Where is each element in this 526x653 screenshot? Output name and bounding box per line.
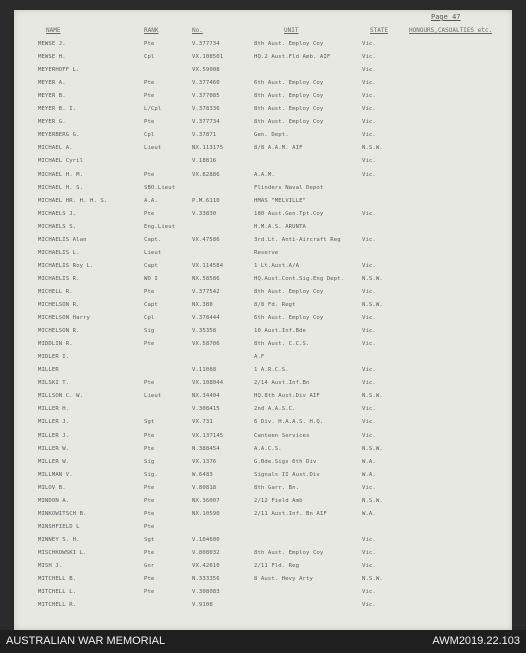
cell-name: MIDDLIN R.: [38, 341, 73, 348]
cell-rank: Pte: [144, 497, 155, 504]
cell-no: W.6483: [192, 471, 213, 478]
table-row: [14, 523, 512, 533]
cell-name: MICHELL R.: [38, 288, 73, 295]
cell-name: MICHAEL Cyril: [38, 158, 84, 165]
cell-name: MEYER A.: [38, 80, 66, 87]
document-page: [14, 10, 512, 630]
cell-rank: Pte: [144, 510, 155, 517]
cell-no: V.378336: [192, 106, 220, 113]
cell-state: Vic.: [362, 93, 376, 100]
cell-no: N.333356: [192, 576, 220, 583]
cell-state: Vic.: [362, 41, 376, 47]
cell-rank: Lieut: [144, 393, 162, 400]
cell-rank: Capt: [144, 302, 158, 308]
cell-rank: Pte: [144, 341, 155, 348]
cell-state: Vic.: [362, 328, 376, 335]
cell-no: V.18816: [192, 158, 217, 165]
footer-reference: AWM2019.22.103: [432, 635, 520, 647]
cell-no: VX.42610: [192, 563, 220, 569]
cell-name: MICHELSON R.: [38, 302, 80, 308]
cell-state: N.S.W.: [362, 145, 383, 152]
cell-name: MEYER B. I.: [38, 106, 77, 113]
cell-rank: Pte: [144, 432, 155, 439]
cell-unit: HQ.8th Aust.Div AIF: [254, 393, 320, 400]
cell-state: N.S.W.: [362, 445, 383, 452]
cell-name: MILLMAN V.: [38, 471, 73, 478]
cell-no: V.808032: [192, 549, 220, 556]
cell-no: V.104600: [192, 536, 220, 543]
table-row: [14, 575, 512, 585]
header-unit: UNIT: [284, 27, 299, 34]
cell-unit: A.A.M.: [254, 171, 275, 178]
cell-name: MICHELSON R.: [38, 328, 80, 335]
cell-name: MICHAELIS Alan: [38, 236, 87, 243]
cell-unit: 8th Aust. Employ Coy: [254, 288, 324, 295]
cell-rank: Lieut: [144, 145, 162, 152]
table-row: [14, 53, 512, 63]
cell-name: MISCHKOWSKI L.: [38, 549, 87, 556]
cell-no: V.35358: [192, 328, 217, 335]
cell-rank: Pte: [144, 93, 155, 100]
cell-state: Vic.: [362, 67, 376, 74]
cell-name: MICHAEL HR. H. H. S.: [38, 197, 108, 204]
table-row: [14, 458, 512, 468]
cell-unit: 8th Aust. Employ Coy: [254, 93, 324, 100]
cell-no: N.388454: [192, 445, 220, 452]
cell-name: MEYERHOFF L.: [38, 67, 80, 74]
cell-name: MITCHELL B.: [38, 576, 77, 583]
cell-name: MILLSON C. W.: [38, 393, 84, 400]
cell-name: MICHAELIS R.: [38, 275, 80, 282]
cell-no: VX.108044: [192, 380, 224, 387]
cell-unit: 2/11 Fld. Reg: [254, 563, 300, 569]
table-row: [14, 197, 512, 207]
table-row: [14, 223, 512, 233]
cell-state: Vic.: [362, 563, 376, 569]
cell-state: Vic.: [362, 380, 376, 387]
cell-name: MICHAELIS Roy L.: [38, 262, 94, 269]
cell-no: NX.36007: [192, 497, 220, 504]
cell-no: VX.731: [192, 419, 213, 426]
cell-unit: 8th Aust. Employ Coy: [254, 41, 324, 47]
cell-no: NX.380: [192, 302, 213, 308]
cell-state: Vic.: [362, 288, 376, 295]
cell-name: MILLER W.: [38, 445, 70, 452]
cell-unit: 8th Aust. Employ Coy: [254, 549, 324, 556]
cell-state: Vic.: [362, 158, 376, 165]
table-row: [14, 392, 512, 402]
table-row: [14, 497, 512, 507]
cell-name: MEYER B.: [38, 93, 66, 100]
cell-state: Vic.: [362, 419, 376, 426]
cell-no: V.9108: [192, 602, 213, 609]
cell-rank: Sig.: [144, 471, 158, 478]
cell-no: VX.47586: [192, 236, 220, 243]
cell-rank: Eng.Lieut: [144, 223, 176, 230]
cell-state: N.S.W.: [362, 497, 383, 504]
cell-state: Vic.: [362, 315, 376, 322]
cell-no: V.11088: [192, 367, 217, 374]
cell-unit: Signals II Aust.Div: [254, 471, 320, 478]
table-row: [14, 549, 512, 559]
cell-no: VX.108501: [192, 54, 224, 61]
cell-state: Vic.: [362, 132, 376, 139]
cell-name: MITCHELL L.: [38, 589, 77, 596]
table-row: [14, 418, 512, 428]
cell-unit: 1 A.R.C.S.: [254, 367, 289, 374]
cell-rank: Pte: [144, 41, 155, 47]
cell-name: MICHAEL H. M.: [38, 171, 84, 178]
cell-unit: G.Bde.Sigs 6th Div: [254, 458, 317, 465]
cell-name: MIDLER I.: [38, 354, 70, 361]
cell-unit: Canteen Services: [254, 432, 310, 439]
cell-name: MINDON A.: [38, 497, 70, 504]
cell-state: Vic.: [362, 549, 376, 556]
cell-no: VX.137145: [192, 432, 224, 439]
cell-name: MINKOWITSCH B.: [38, 510, 87, 517]
cell-rank: Cpl: [144, 54, 155, 61]
cell-unit: 8/8 A.A.M. AIF: [254, 145, 303, 152]
cell-unit: 8th Aust. Employ Coy: [254, 119, 324, 126]
cell-no: VX.82886: [192, 171, 220, 178]
cell-unit: 6 Div. H.A.A.S. H.Q.: [254, 419, 324, 426]
cell-state: W.A.: [362, 458, 376, 465]
cell-unit: 8th Garr. Bn.: [254, 484, 300, 491]
cell-rank: Pte: [144, 484, 155, 491]
cell-no: V.378444: [192, 315, 220, 322]
cell-rank: Capt.: [144, 236, 162, 243]
cell-unit: 180 Aust.Gen.Tpt.Coy: [254, 210, 324, 217]
cell-state: Vic.: [362, 54, 376, 61]
cell-no: V.377460: [192, 80, 220, 87]
table-row: [14, 353, 512, 363]
cell-no: NX.113175: [192, 145, 224, 152]
cell-state: N.S.W.: [362, 576, 383, 583]
cell-state: W.A.: [362, 510, 376, 517]
cell-name: MITCHELL R.: [38, 602, 77, 609]
cell-name: MILLER W.: [38, 458, 70, 465]
cell-rank: A.A.: [144, 197, 158, 204]
cell-name: MILLER J.: [38, 432, 70, 439]
table-row: [14, 301, 512, 311]
cell-state: W.A.: [362, 471, 376, 478]
cell-state: N.S.W.: [362, 275, 383, 282]
cell-rank: Pte: [144, 171, 155, 178]
cell-name: MEWSE J.: [38, 41, 66, 47]
table-row: [14, 588, 512, 598]
cell-rank: Pte: [144, 445, 155, 452]
cell-rank: Gnr: [144, 563, 155, 569]
cell-unit: 2/11 Aust.Inf. Bn AIF: [254, 510, 327, 517]
table-row: [14, 340, 512, 350]
cell-unit: HQ.2 Aust.Fld Amb. AIF: [254, 54, 331, 61]
cell-rank: Sig: [144, 328, 155, 335]
cell-no: V.308083: [192, 589, 220, 596]
cell-name: MILOV B.: [38, 484, 66, 491]
cell-rank: Pte: [144, 119, 155, 126]
header-rank: RANK: [144, 27, 159, 34]
table-row: [14, 275, 512, 285]
cell-state: Vic.: [362, 406, 376, 413]
table-row: [14, 471, 512, 481]
cell-state: N.S.W.: [362, 302, 383, 308]
cell-rank: Pte: [144, 210, 155, 217]
cell-no: VX.58706: [192, 341, 220, 348]
header-state: STATE: [370, 27, 389, 34]
table-row: [14, 432, 512, 442]
cell-no: V.377734: [192, 41, 220, 47]
cell-rank: Pte: [144, 549, 155, 556]
table-row: [14, 562, 512, 572]
cell-unit: Gen. Dept.: [254, 132, 289, 139]
page-number: Page 47: [431, 13, 461, 21]
cell-no: P.M.6110: [192, 197, 220, 204]
cell-unit: Reserve: [254, 249, 279, 256]
cell-unit: HQ.Aust.Cont.Sig.Eng Dept.: [254, 275, 345, 282]
cell-unit: 2/12 Field Amb: [254, 497, 303, 504]
cell-rank: Pte: [144, 80, 155, 87]
cell-name: MINNEY S. H.: [38, 536, 80, 543]
cell-unit: A.A.C.S.: [254, 445, 282, 452]
cell-name: MEYERBERG G.: [38, 132, 80, 139]
table-row: [14, 445, 512, 455]
cell-name: MILLER: [38, 367, 59, 374]
cell-no: V.33830: [192, 210, 217, 217]
cell-unit: 6th Aust. Employ Coy: [254, 315, 324, 322]
cell-state: Vic.: [362, 484, 376, 491]
table-row: [14, 288, 512, 298]
table-row: [14, 262, 512, 272]
cell-state: Vic.: [362, 171, 376, 178]
cell-unit: A.F: [254, 354, 265, 361]
cell-rank: Pte: [144, 576, 155, 583]
table-row: [14, 157, 512, 167]
cell-unit: 8/8 Fd. Regt: [254, 302, 296, 308]
cell-unit: Flinders Naval Depot: [254, 184, 324, 191]
cell-name: MICHAELS S.: [38, 223, 77, 230]
cell-rank: WO I: [144, 275, 158, 282]
cell-rank: SBO.Lieut: [144, 184, 176, 191]
table-row: [14, 92, 512, 102]
cell-rank: Pte: [144, 380, 155, 387]
table-row: [14, 40, 512, 50]
cell-name: MICHAELIS L.: [38, 249, 80, 256]
cell-rank: Cpl: [144, 315, 155, 322]
cell-name: MICHAEL H. S.: [38, 184, 84, 191]
cell-rank: L/Cpl: [144, 106, 162, 113]
cell-state: Vic.: [362, 106, 376, 113]
cell-name: MINSHFIELD L: [38, 523, 80, 530]
cell-unit: 1 Lt.Aust.A/A: [254, 262, 300, 269]
cell-name: MILLER H.: [38, 406, 70, 413]
table-row: [14, 249, 512, 259]
cell-unit: 6th Aust. Employ Coy: [254, 80, 324, 87]
cell-unit: 3rd.Lt. Anti-Aircraft Reg: [254, 236, 341, 243]
cell-state: Vic.: [362, 602, 376, 609]
table-row: [14, 405, 512, 415]
cell-rank: Pte: [144, 523, 155, 530]
table-row: [14, 601, 512, 611]
cell-state: Vic.: [362, 119, 376, 126]
cell-name: MEYER G.: [38, 119, 66, 126]
cell-unit: 10 Aust.Inf.Bde: [254, 328, 307, 335]
cell-rank: Lieut: [144, 249, 162, 256]
cell-rank: Pte: [144, 589, 155, 596]
table-row: [14, 79, 512, 89]
cell-unit: HMAS "MELVILLE": [254, 197, 307, 204]
cell-name: MISH J.: [38, 563, 63, 569]
table-row: [14, 210, 512, 220]
cell-state: Vic.: [362, 589, 376, 596]
cell-no: V.377542: [192, 288, 220, 295]
table-row: [14, 171, 512, 181]
cell-no: NX.58586: [192, 275, 220, 282]
cell-no: V.377085: [192, 93, 220, 100]
cell-no: V.37871: [192, 132, 217, 139]
cell-state: Vic.: [362, 210, 376, 217]
cell-no: NX.34404: [192, 393, 220, 400]
cell-state: Vic.: [362, 80, 376, 87]
cell-no: VX.1376: [192, 458, 217, 465]
cell-unit: 8th Aust. Employ Coy: [254, 106, 324, 113]
cell-rank: Sgt: [144, 536, 155, 543]
header-remarks: HONOURS,CASUALTIES etc.: [409, 27, 493, 34]
cell-state: Vic.: [362, 341, 376, 348]
cell-name: MEWSE H.: [38, 54, 66, 61]
cell-unit: 8th Aust. C.C.S.: [254, 341, 310, 348]
table-row: [14, 366, 512, 376]
header-name: NAME: [46, 27, 61, 34]
cell-no: V.308415: [192, 406, 220, 413]
table-row: [14, 184, 512, 194]
table-row: [14, 327, 512, 337]
cell-state: Vic.: [362, 432, 376, 439]
cell-state: Vic.: [362, 536, 376, 543]
footer-institution: AUSTRALIAN WAR MEMORIAL: [6, 635, 166, 647]
cell-state: Vic.: [362, 236, 376, 243]
table-row: [14, 105, 512, 115]
cell-no: VX.114584: [192, 262, 224, 269]
footer-bar: [0, 630, 526, 653]
table-row: [14, 314, 512, 324]
cell-rank: Sig: [144, 458, 155, 465]
cell-unit: H.M.A.S. ARUNTA: [254, 223, 307, 230]
cell-name: MICHELSON Harry: [38, 315, 91, 322]
cell-unit: 8 Aust. Hevy Arty: [254, 576, 313, 583]
cell-rank: Sgt: [144, 419, 155, 426]
cell-rank: Capt: [144, 262, 158, 269]
table-row: [14, 118, 512, 128]
table-row: [14, 510, 512, 520]
cell-name: MILSKI T.: [38, 380, 70, 387]
cell-rank: Pte: [144, 288, 155, 295]
cell-name: MICHAELS J.: [38, 210, 77, 217]
cell-name: MICHAEL A.: [38, 145, 73, 152]
cell-no: NX.10590: [192, 510, 220, 517]
column-header-row: [14, 27, 512, 37]
cell-name: MILLER J.: [38, 419, 70, 426]
cell-unit: 2nd A.A.S.C.: [254, 406, 296, 413]
table-row: [14, 484, 512, 494]
table-row: [14, 236, 512, 246]
cell-state: Vic.: [362, 367, 376, 374]
cell-no: V.80818: [192, 484, 217, 491]
cell-no: VX.59008: [192, 67, 220, 74]
table-row: [14, 66, 512, 76]
table-row: [14, 131, 512, 141]
cell-unit: 2/14 Aust.Inf.Bn: [254, 380, 310, 387]
cell-state: Vic.: [362, 262, 376, 269]
table-row: [14, 536, 512, 546]
table-row: [14, 144, 512, 154]
header-no: No.: [192, 27, 203, 34]
cell-state: N.S.W.: [362, 393, 383, 400]
cell-rank: Cpl: [144, 132, 155, 139]
table-row: [14, 379, 512, 389]
cell-no: V.377734: [192, 119, 220, 126]
